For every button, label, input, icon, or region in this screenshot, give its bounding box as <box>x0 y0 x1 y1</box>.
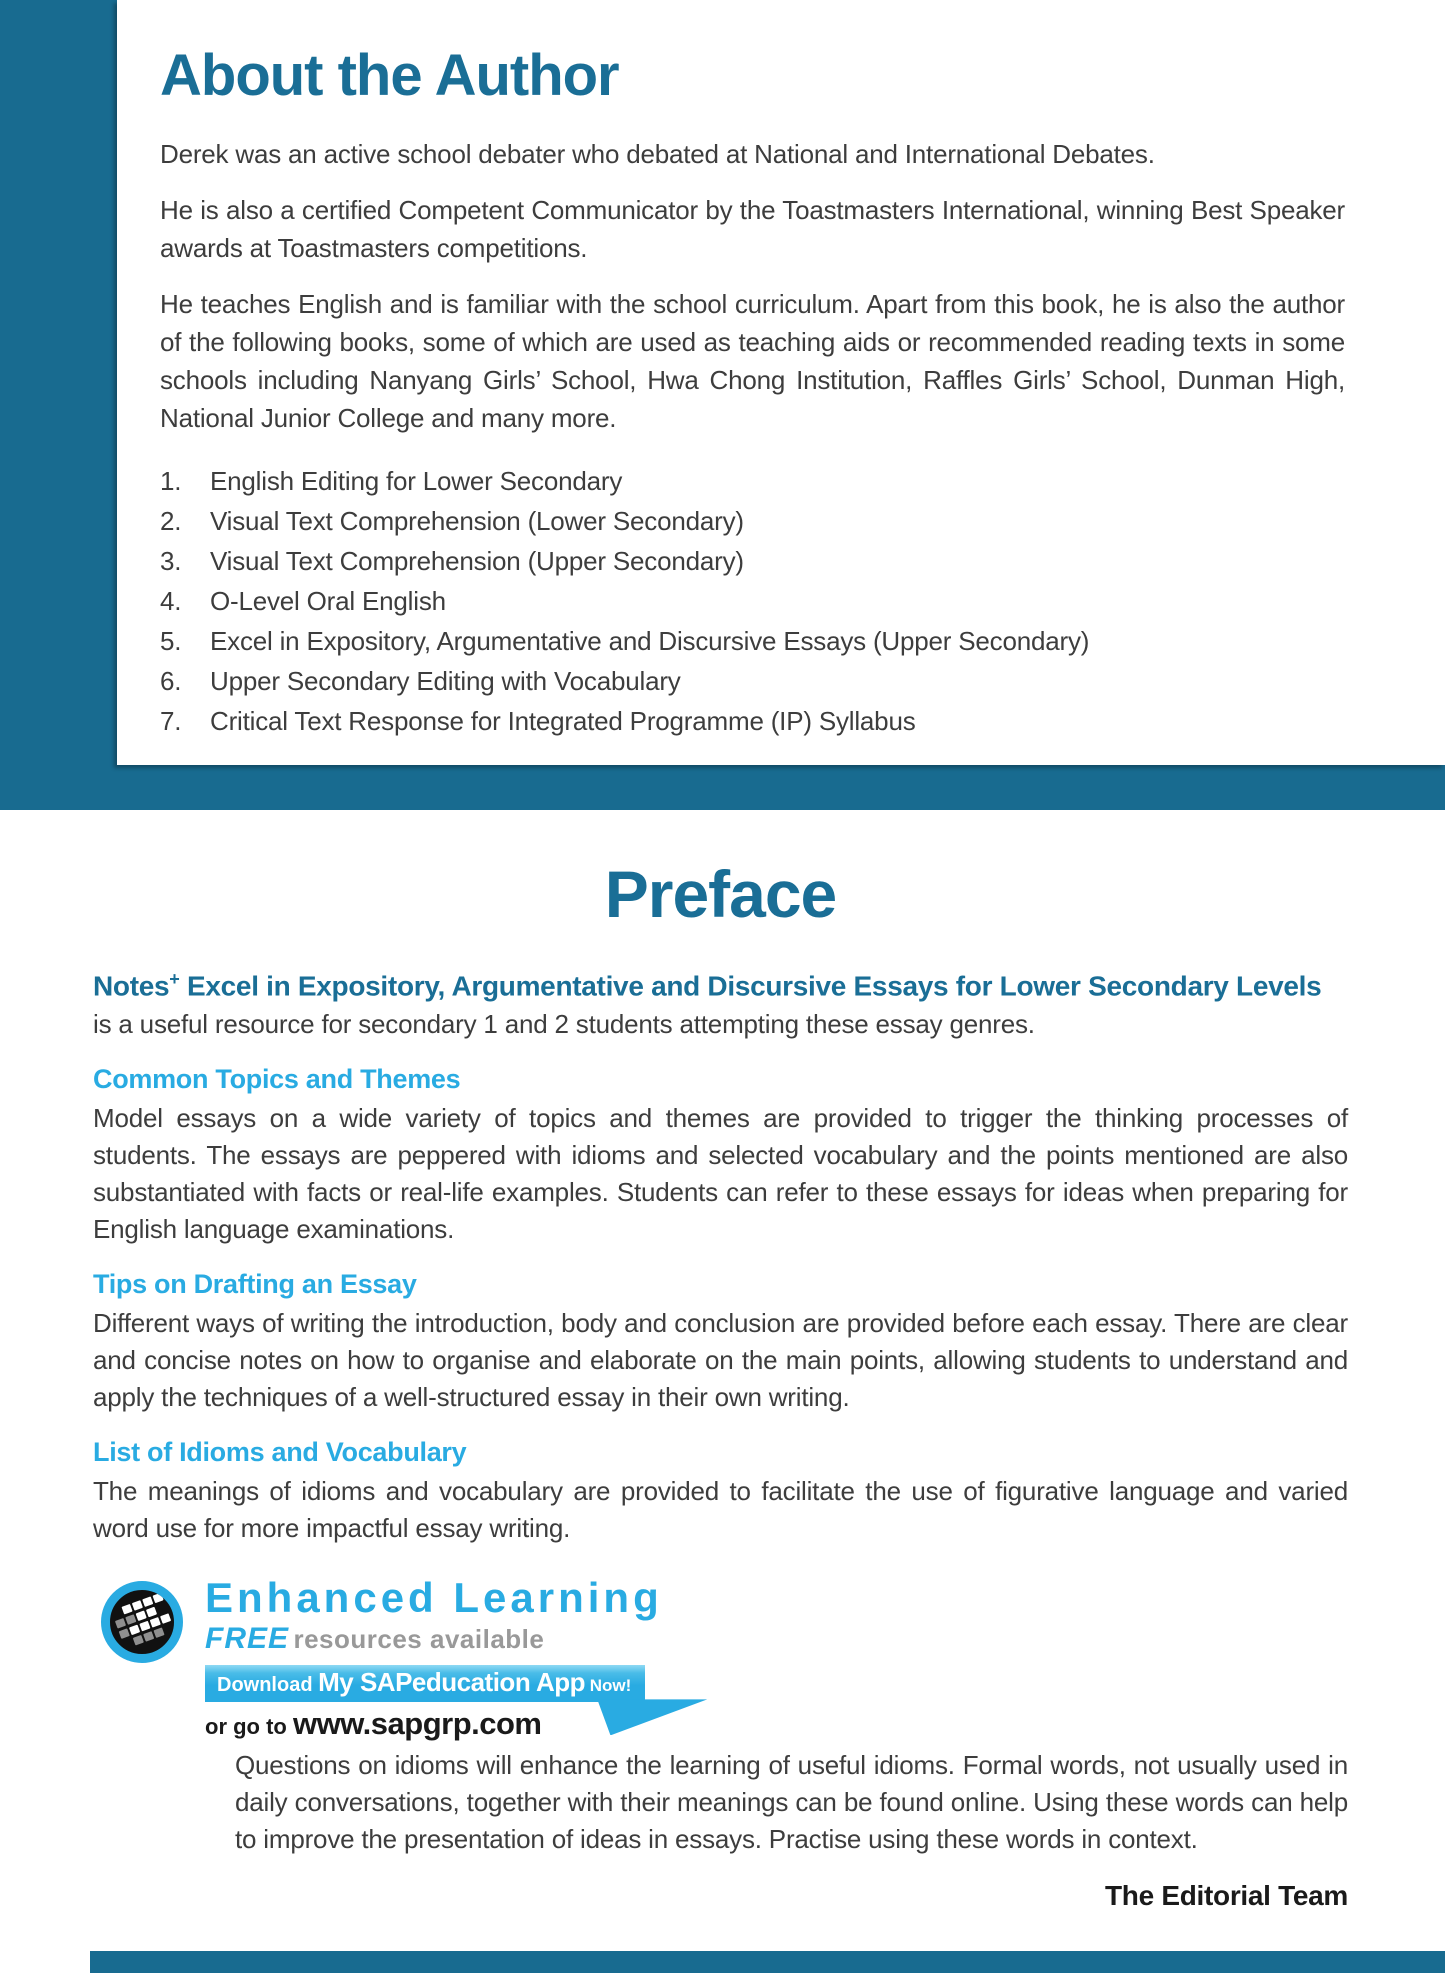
book-list-item: Visual Text Comprehension (Upper Secondary) <box>210 546 744 576</box>
section-paragraph: Model essays on a wide variety of topics and themes are provided to trigger the thinking processes of students. The essays are peppered with idioms and selected vocabulary and the points mentioned are also substantiated with facts or real-life examples. Students can refer to these essays for ideas when preparing for English language examinations. <box>93 1103 1348 1245</box>
free-word: FREE <box>205 1622 290 1656</box>
promo-paragraph: Questions on idioms will enhance the learning of useful idioms. Formal words, not usually used in daily conversations, together with their meanings can be found online. Using these words can help to improve the presentation of ideas in essays. Practise using these words in context. <box>235 1750 1348 1855</box>
section-divider-band <box>0 765 1445 810</box>
section-paragraph: Different ways of writing the introduction, body and conclusion are provided before each essay. There are clear and concise notes on how to organise and elaborate on the main points, allowing students to understand and apply the techniques of a well-structured essay in their own writing. <box>93 1308 1348 1413</box>
subheading-idioms-vocabulary: List of Idioms and Vocabulary <box>93 1437 467 1468</box>
book-list-item: Excel in Expository, Argumentative and Discursive Essays (Upper Secondary) <box>210 626 1090 656</box>
banner-now-text: Now! <box>585 1676 632 1696</box>
book-list-item: Visual Text Comprehension (Lower Secondary) <box>210 506 744 536</box>
preface-title: Preface <box>604 857 837 931</box>
book-list-item: Upper Secondary Editing with Vocabulary <box>210 666 681 696</box>
book-list-item: Critical Text Response for Integrated Programme (IP) Syllabus <box>210 706 916 736</box>
enhanced-learning-title: Enhanced Learning <box>205 1574 663 1622</box>
sap-education-app-icon <box>101 1581 183 1663</box>
book-title-text: Notes <box>93 970 170 1002</box>
banner-download-text: Download <box>217 1674 319 1697</box>
enhanced-learning-promo <box>101 1574 1348 1742</box>
book-list-item: O-Level Oral English <box>210 586 446 616</box>
preface-section <box>0 810 1445 1973</box>
promo-text-column <box>205 1574 663 1742</box>
or-go-to-text: or go to <box>205 1714 293 1740</box>
preface-intro <box>93 960 1348 1043</box>
resources-available-text: resources available <box>293 1624 545 1655</box>
banner-app-name: My SAPeducation App <box>318 1667 585 1698</box>
website-line <box>205 1706 663 1742</box>
section-paragraph: The meanings of idioms and vocabulary are provided to facilitate the use of figurative language and varied word use for more impactful essay writing. <box>93 1476 1348 1544</box>
website-url: www.sapgrp.com <box>292 1706 542 1742</box>
free-resources-line <box>205 1622 663 1658</box>
left-teal-bar <box>0 0 117 810</box>
book-list <box>160 461 1345 741</box>
book-title-rest: Excel in Expository, Argumentative and Discursive Essays for Lower Secondary Levels <box>179 970 1322 1002</box>
icon-pixel-pattern <box>111 1592 178 1652</box>
book-title-superscript: + <box>169 969 180 989</box>
editorial-team-signoff: The Editorial Team <box>1104 1880 1348 1912</box>
footer-teal-strip <box>90 1951 1445 1973</box>
about-author-title: About the Author <box>160 43 619 108</box>
book-list-item: English Editing for Lower Secondary <box>210 466 623 496</box>
about-author-box <box>117 0 1445 765</box>
preface-intro-text: is a useful resource for secondary 1 and 2 students attempting these essay genres. <box>93 1009 1035 1040</box>
subheading-tips-drafting: Tips on Drafting an Essay <box>93 1269 417 1300</box>
about-paragraph: He teaches English and is familiar with the school curriculum. Apart from this book, he is also the author of the following books, some of which are used as teaching aids or recommended reading texts in some schools including Nanyang Girls’ School, Hwa Chong Institution, Raffles Girls’ School, Dunman High, National Junior College and many more. <box>160 289 1345 433</box>
about-author-section <box>0 0 1445 810</box>
book-title-line <box>93 960 1348 1005</box>
subheading-common-topics: Common Topics and Themes <box>93 1064 461 1095</box>
about-paragraph: Derek was an active school debater who debated at National and International Debates. <box>160 139 1155 169</box>
about-paragraph: He is also a certified Competent Communicator by the Toastmasters International, winning Best Speaker awards at Toastmasters competitions. <box>160 195 1345 263</box>
download-app-banner <box>205 1665 645 1702</box>
